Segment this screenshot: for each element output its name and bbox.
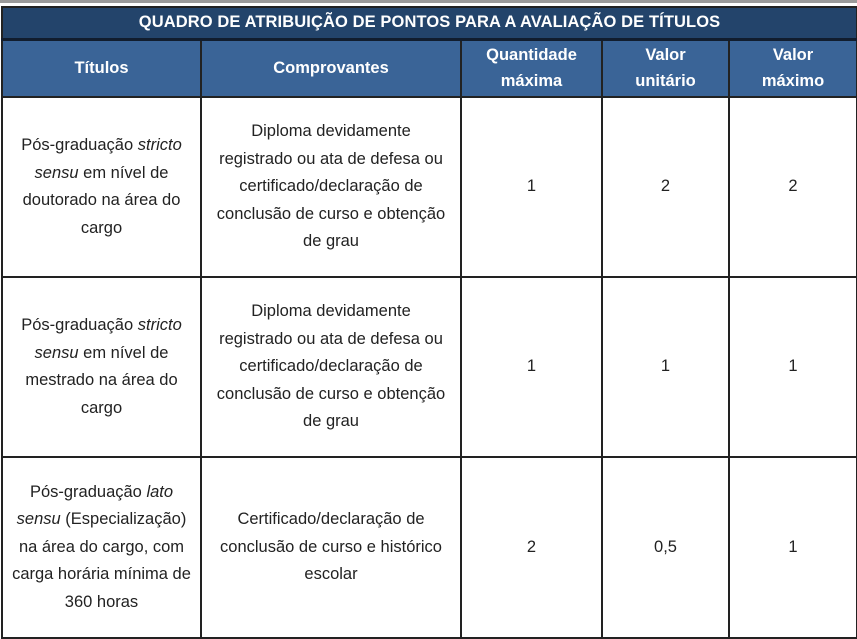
table-row — [2, 97, 857, 277]
cell-comprovantes: Certificado/declaração de conclusão de curso e histórico escolar — [201, 457, 461, 638]
cell-valor-unitario: 2 — [602, 97, 729, 277]
cell-quantidade-maxima: 1 — [461, 97, 602, 277]
table-title: QUADRO DE ATRIBUIÇÃO DE PONTOS PARA A AVALIAÇÃO DE TÍTULOS — [2, 7, 857, 39]
cell-titulo — [2, 97, 201, 277]
header-label: máxima — [500, 72, 563, 91]
cell-titulo — [2, 457, 201, 638]
header-label: Valor — [772, 46, 814, 65]
header-label: Valor — [645, 46, 686, 65]
titulo-text: em nível de doutorado na área do cargo — [22, 163, 181, 237]
header-titulos — [2, 39, 201, 97]
cell-quantidade-maxima: 1 — [461, 277, 602, 457]
header-label: máximo — [761, 72, 825, 91]
header-label: unitário — [635, 72, 696, 91]
cell-valor-unitario: 1 — [602, 277, 729, 457]
header-label: Quantidade — [486, 46, 577, 65]
titulo-text: Pós-graduação — [21, 136, 138, 154]
titulo-text: Pós-graduação — [21, 316, 138, 334]
header-label: Títulos — [74, 59, 129, 78]
titulo-italic-text: lato sensu — [16, 482, 174, 529]
titulo-text: em nível de mestrado na área do cargo — [25, 343, 178, 417]
header-label: Comprovantes — [273, 59, 389, 78]
table-row — [2, 457, 857, 638]
titles-points-table — [1, 6, 857, 639]
titulo-italic-text: stricto sensu — [34, 316, 182, 362]
cell-valor-maximo: 1 — [729, 457, 857, 638]
cell-valor-unitario: 0,5 — [602, 457, 729, 638]
cell-valor-maximo: 1 — [729, 277, 857, 457]
titulo-italic-text: stricto sensu — [34, 136, 182, 182]
cell-comprovantes: Diploma devidamente registrado ou ata de defesa ou certificado/declaração de conclusão de curso e obtenção de grau — [201, 97, 461, 277]
cell-valor-maximo: 2 — [729, 97, 857, 277]
header-valor-unitario — [602, 39, 729, 97]
header-valor-maximo — [729, 39, 857, 97]
cell-comprovantes: Diploma devidamente registrado ou ata de defesa ou certificado/declaração de conclusão de curso e obtenção de grau — [201, 277, 461, 457]
table-header-row — [2, 39, 857, 97]
cell-titulo — [2, 277, 201, 457]
header-quantidade-maxima — [461, 39, 602, 97]
table-title-row — [2, 7, 857, 39]
titulo-text: Pós-graduação — [29, 482, 147, 501]
cell-quantidade-maxima: 2 — [461, 457, 602, 638]
titulo-text: (Especialização) na área do cargo, com carga horária mínima de 360 horas — [12, 510, 191, 611]
table-row — [2, 277, 857, 457]
header-comprovantes — [201, 39, 461, 97]
